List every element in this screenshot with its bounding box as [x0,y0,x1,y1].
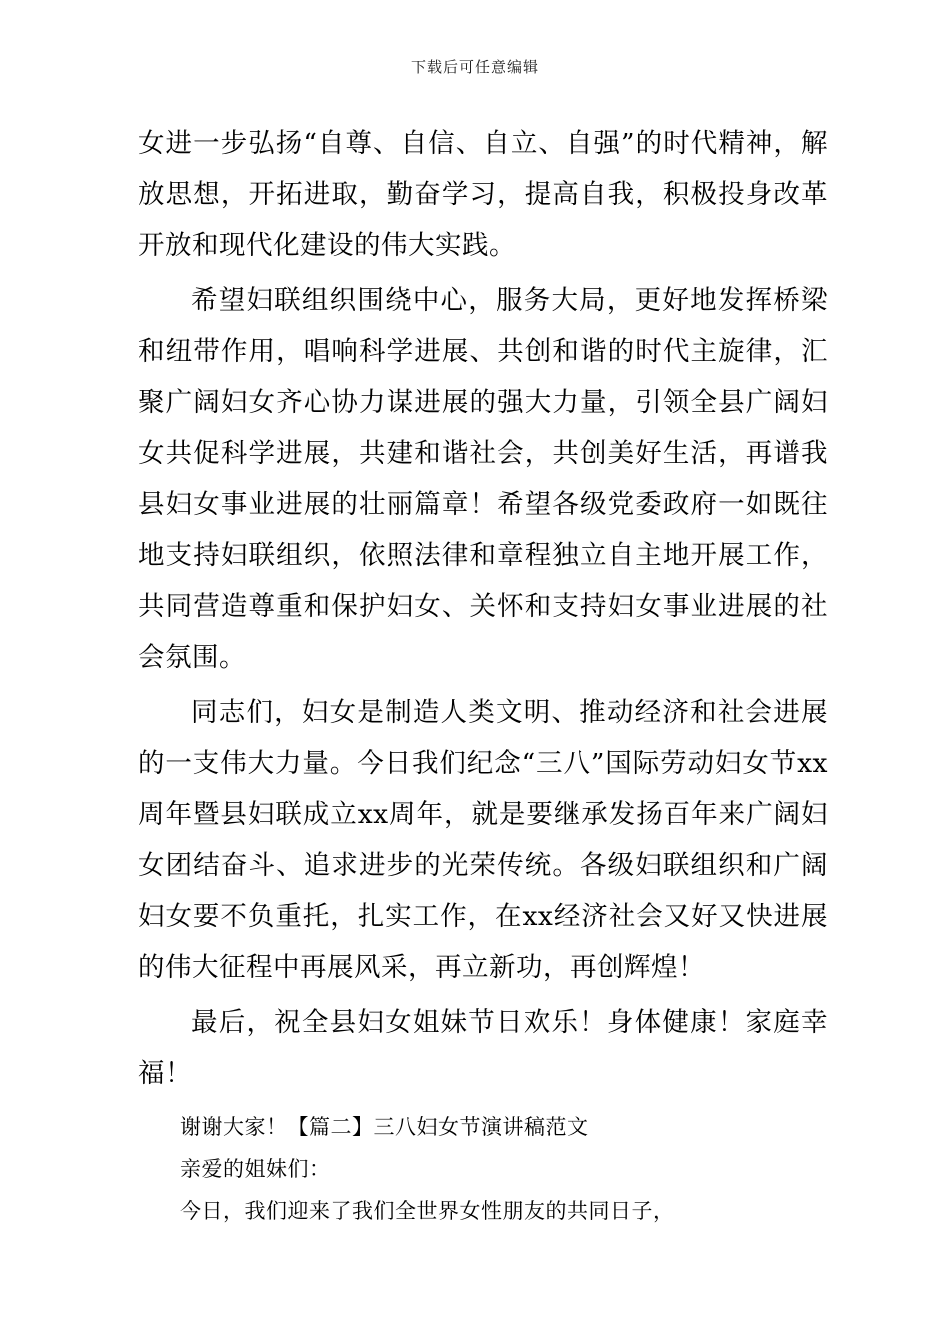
section-two-block [138,1107,828,1231]
paragraph-1: 女进一步弘扬“自尊、自信、自立、自强”的时代精神，解放思想，开拓进取，勤奋学习，提高自我，积极投身改革开放和现代化建设的伟大实践。 [138,128,828,261]
paragraph-3: 同志们，妇女是制造人类文明、推动经济和社会进展的一支伟大力量。今日我们纪念“三八”国际劳动妇女节xx周年暨县妇联成立xx周年，就是要继承发扬百年来广阔妇女团结奋斗、追求进步的光荣传统。各级妇联组织和广阔妇女要不负重托，扎实工作，在xx经济社会又好又快进展的伟大征程中再展风采，再立新功，再创辉煌！ [138,697,828,983]
paragraph-6: 亲爱的姐妹们： [180,1157,331,1181]
paragraph-2: 希望妇联组织围绕中心，服务大局，更好地发挥桥梁和纽带作用，唱响科学进展、共创和谐的时代主旋律，汇聚广阔妇女齐心协力谋进展的强大力量，引领全县广阔妇女共促科学进展，共建和谐社会，共创美好生活，再谱我县妇女事业进展的壮丽篇章！希望各级党委政府一如既往地支持妇联组织，依照法律和章程独立自主地开展工作，共同营造尊重和保护妇女、关怀和支持妇女事业进展的社会氛围。 [138,285,828,673]
download-note: 下载后可任意编辑 [410,58,539,76]
paragraph-7: 今日，我们迎来了我们全世界女性朋友的共同日子， [180,1199,675,1223]
paragraph-5: 谢谢大家！【篇二】三八妇女节演讲稿范文 [180,1115,589,1139]
paragraph-4: 最后，祝全县妇女姐妹节日欢乐！身体健康！家庭幸福！ [138,1007,828,1089]
document-body [138,118,828,1233]
